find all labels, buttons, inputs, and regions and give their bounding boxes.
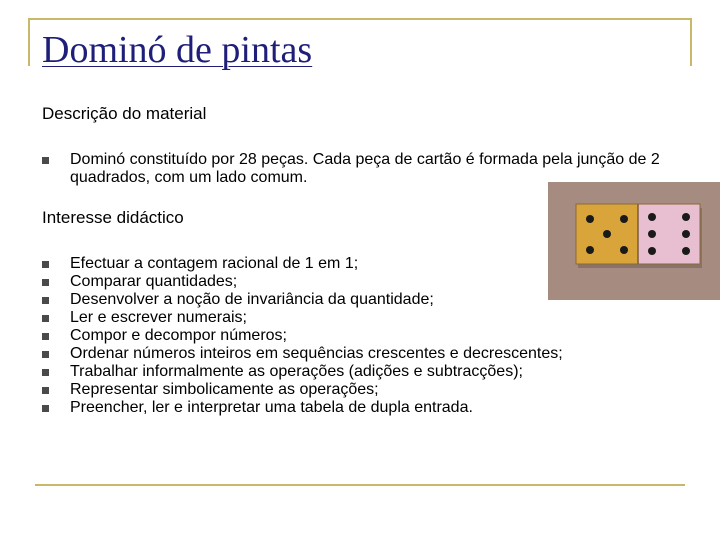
pip [620,215,628,223]
pip [603,230,611,238]
domino-photo [548,182,720,300]
list-item: Compor e decompor números; [42,327,662,345]
frame-left-rule [28,18,30,66]
pip [586,246,594,254]
pip [648,213,656,221]
square-bullet-icon [42,315,49,322]
list-item: Ordenar números inteiros em sequências crescentes e decrescentes; [42,345,662,363]
section-heading-material: Descrição do material [42,104,207,123]
pip [648,230,656,238]
slide-title: Dominó de pintas [42,29,313,71]
pip [682,230,690,238]
pip [586,215,594,223]
list-item: Trabalhar informalmente as operações (adições e subtracções); [42,363,662,381]
square-bullet-icon [42,351,49,358]
list-item: Ler e escrever numerais; [42,309,662,327]
square-bullet-icon [42,405,49,412]
pip [682,213,690,221]
list-item: Dominó constituído por 28 peças. Cada peça de cartão é formada pela junção de 2 quadrados, com um lado comum. [42,151,662,187]
bottom-rule [35,484,685,486]
section-heading-interest: Interesse didáctico [42,208,184,227]
square-bullet-icon [42,369,49,376]
pip [620,246,628,254]
list-item: Preencher, ler e interpretar uma tabela de dupla entrada. [42,399,662,417]
square-bullet-icon [42,157,49,164]
pip [682,247,690,255]
square-bullet-icon [42,297,49,304]
frame-top-rule [28,18,692,20]
square-bullet-icon [42,261,49,268]
square-bullet-icon [42,279,49,286]
frame-right-rule [690,18,692,66]
list-item: Efectuar a contagem racional de 1 em 1; [42,255,662,273]
square-bullet-icon [42,387,49,394]
pip [648,247,656,255]
list-item: Desenvolver a noção de invariância da quantidade; [42,291,662,309]
domino-right-half [638,204,700,264]
square-bullet-icon [42,333,49,340]
list-item: Representar simbolicamente as operações; [42,381,662,399]
list-item: Comparar quantidades; [42,273,662,291]
